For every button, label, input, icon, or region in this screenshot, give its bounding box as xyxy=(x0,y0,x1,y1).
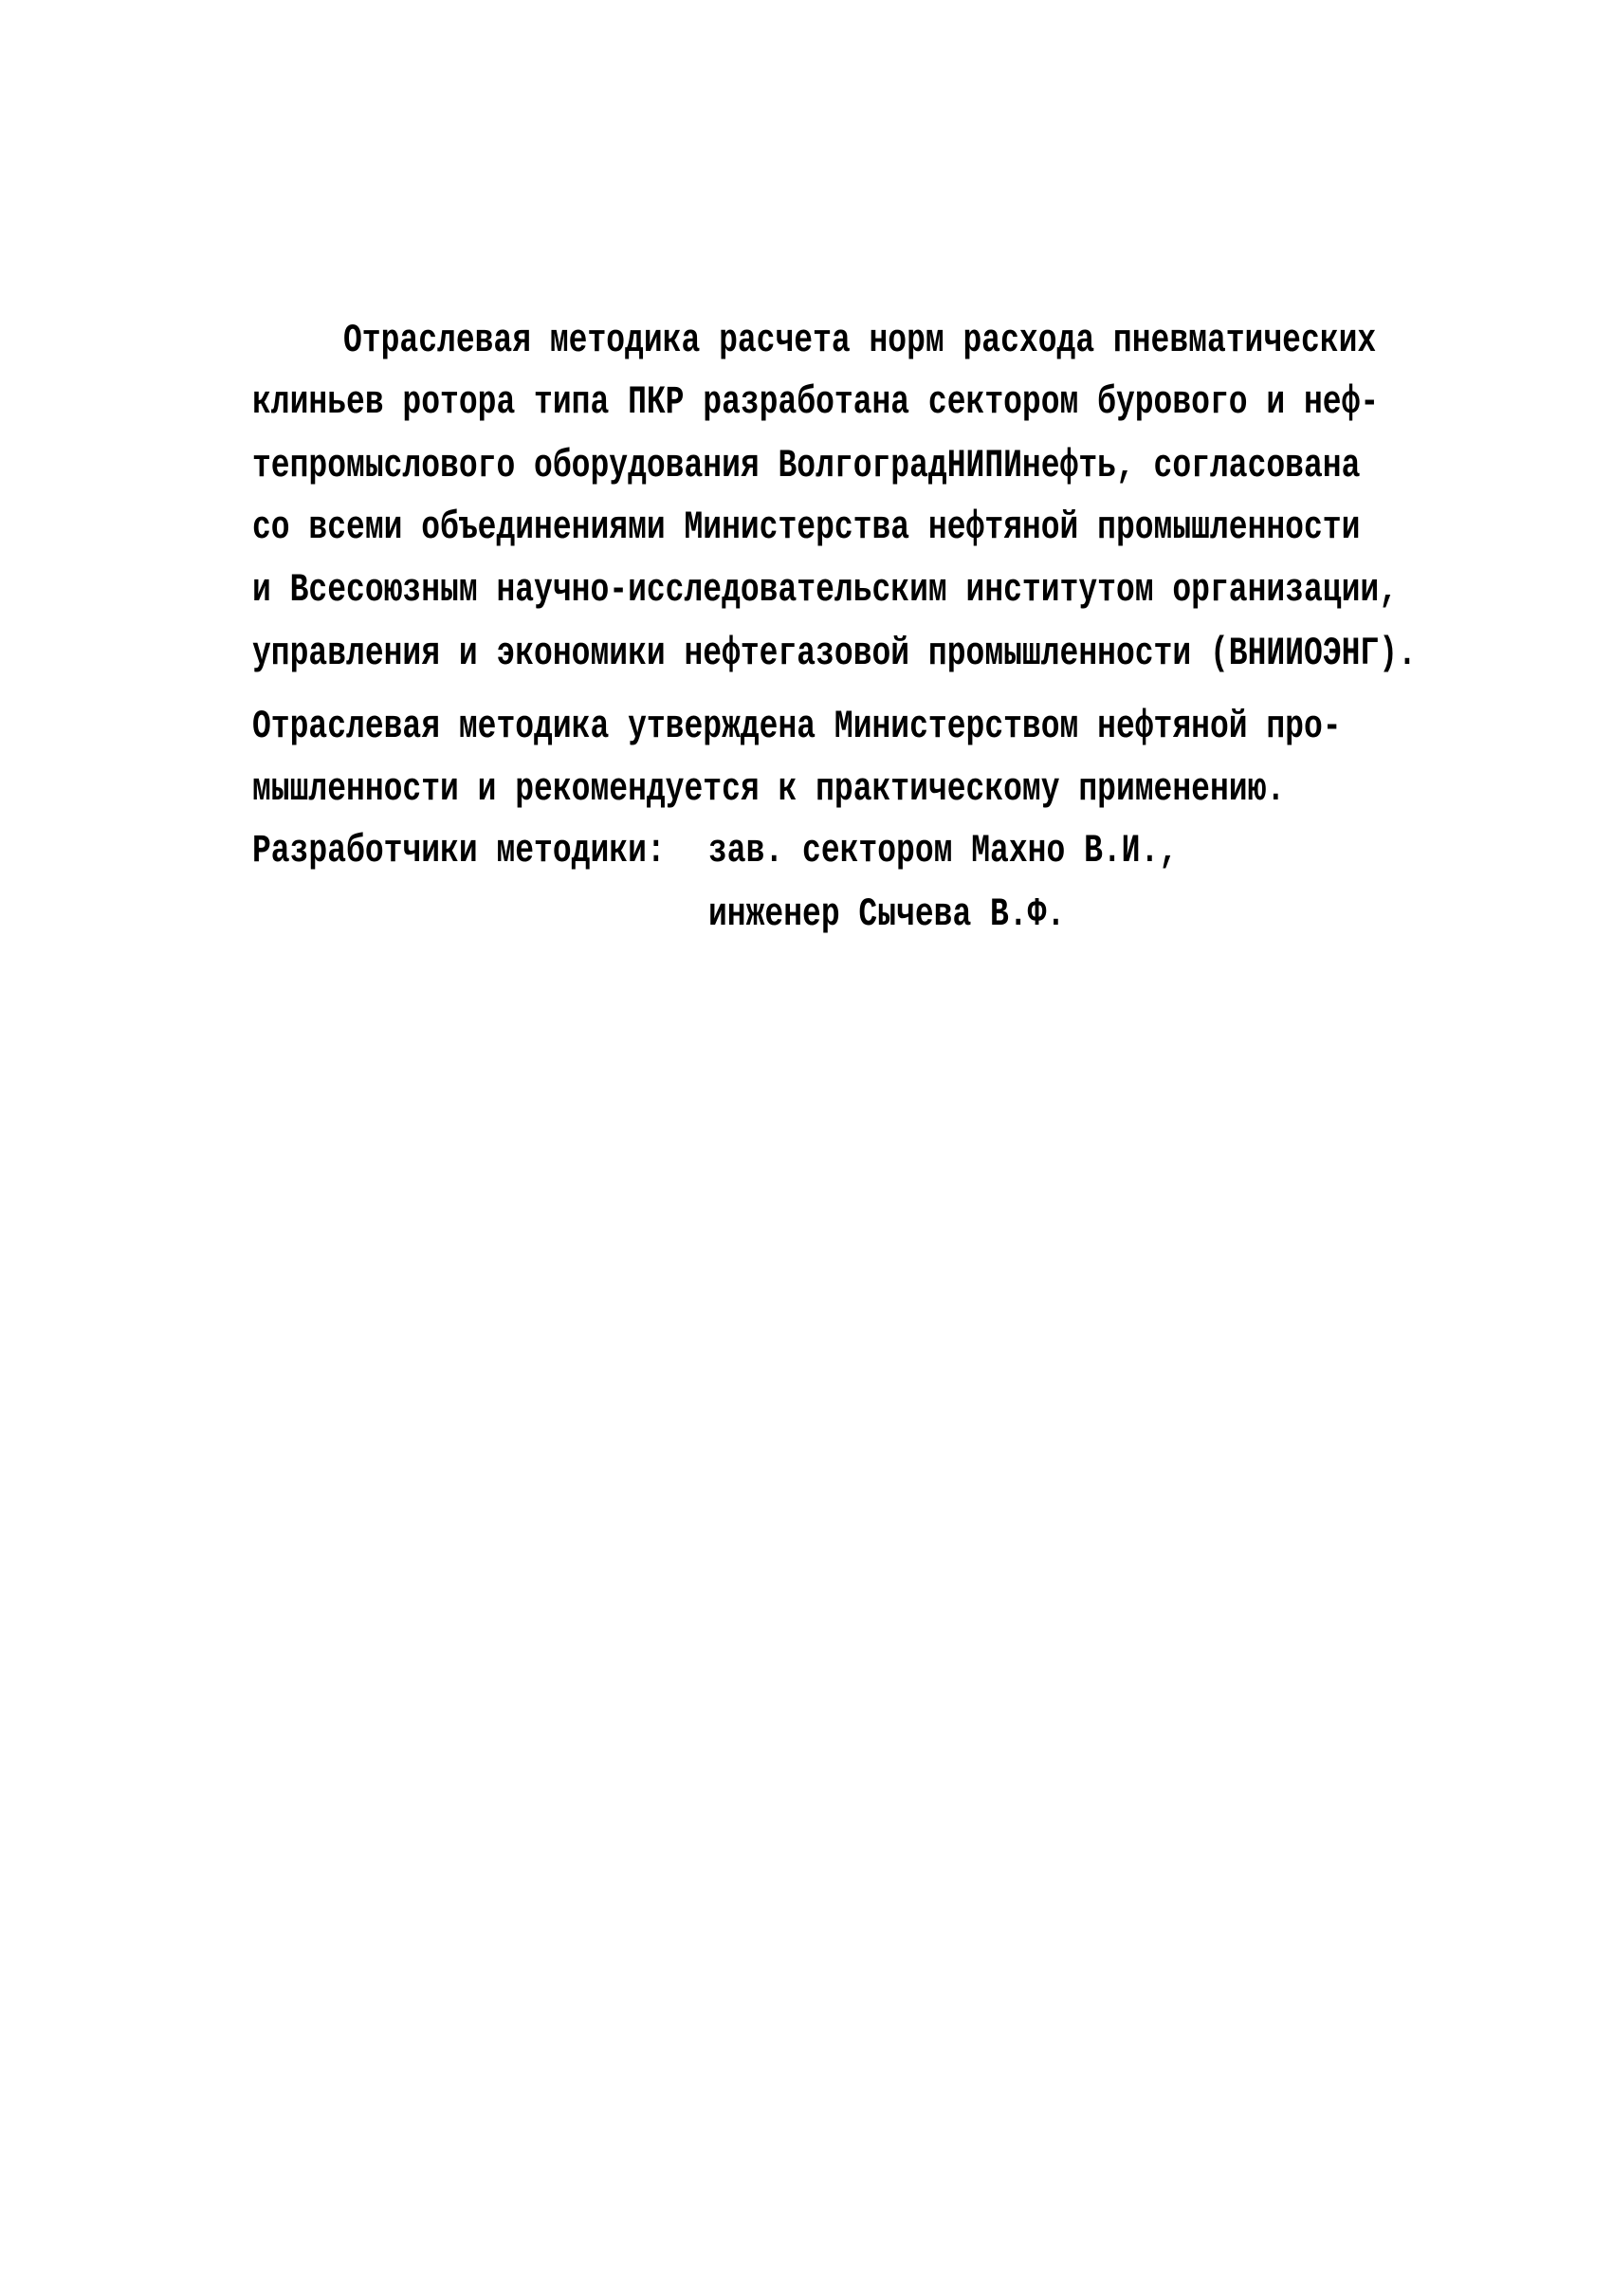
text-line: клиньев ротора типа ПКР разработана сектором бурового и неф- xyxy=(252,380,1380,425)
text-line: тепромыслового оборудования ВолгоградНИПИнефть, согласована xyxy=(252,444,1361,488)
text-line: и Всесоюзным научно-исследовательским институтом организации, xyxy=(252,568,1398,613)
text-line: управления и экономики нефтегазовой промышленности (ВНИИОЭНГ). xyxy=(252,632,1417,676)
text-line: Отраслевая методика утверждена Министерством нефтяной про- xyxy=(252,705,1342,749)
text-line: Отраслевая методика расчета норм расхода пневматических xyxy=(343,319,1377,363)
text-line: со всеми объединениями Министерства нефтяной промышленности xyxy=(252,505,1361,550)
developer-name: инженер Сычева В.Ф. xyxy=(708,892,1066,937)
developer-name: зав. сектором Махно В.И., xyxy=(708,829,1179,873)
developers-label: Разработчики методики: xyxy=(252,829,666,873)
text-line: мышленности и рекомендуется к практическому применению. xyxy=(252,767,1286,812)
